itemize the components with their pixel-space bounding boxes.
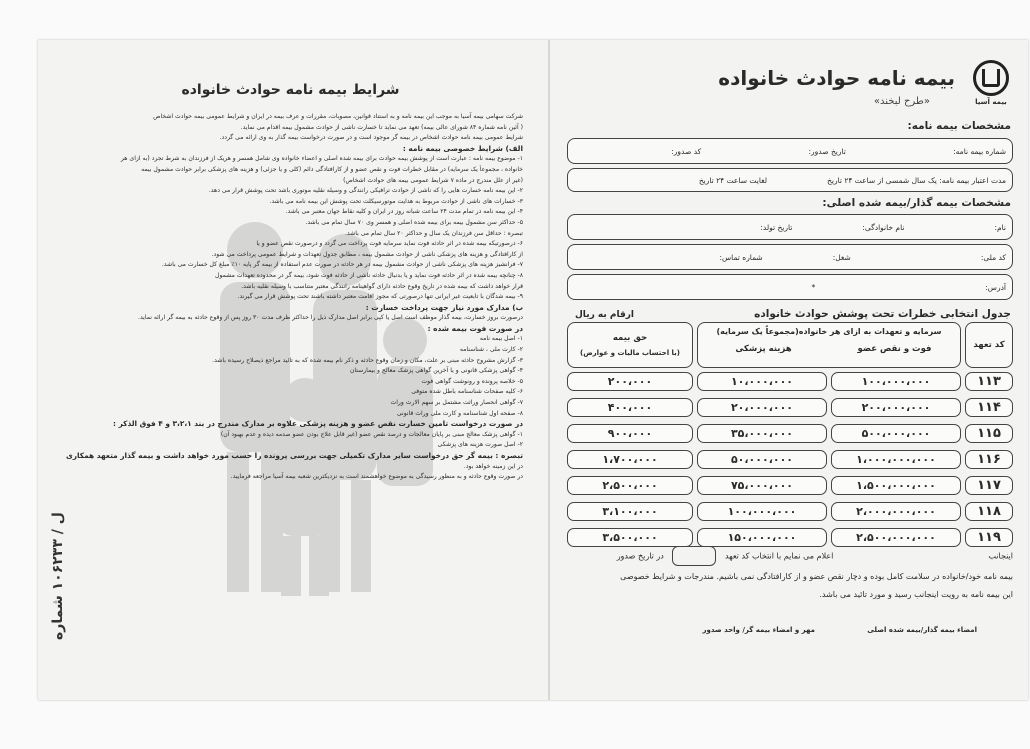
terms-line: ۸- صفحه اول شناسنامه و کارت ملی وراث قانونی (396, 409, 523, 417)
row-medical-cell: ۳۵،۰۰۰،۰۰۰ (697, 424, 827, 443)
policy-subtitle: «طرح لبخند» (873, 96, 930, 107)
row-premium-cell: ۱،۷۰۰،۰۰۰ (567, 450, 693, 469)
terms-line: در صورت وقوع حادثه و به منظور رسیدگی به موضوع خواهشمند است به نزدیکترین شعبه بیمه آسیا مراجعه فرمایید. (230, 473, 523, 481)
terms-line: درصورت بروز خسارت، بیمه گذار موظف است اصل یا کپی برابر اصل مدارک ذیل را حداکثر ظرف مدت ۳۰ روز پس از وقوع حادثه به بیمه گر ارائه نماید. (138, 314, 523, 322)
issue-date-label: تاریخ صدور: (808, 146, 846, 156)
row-death-cell: ۲۰۰،۰۰۰،۰۰۰ (831, 398, 961, 417)
row-code-cell: ۱۱۳ (965, 372, 1013, 391)
terms-line: ۶- درصورتیکه بیمه شده در اثر حادثه فوت نماید سرمایه فوت پرداخت می گردد و درصورت نقص عضو و یا (256, 240, 523, 248)
row-premium-cell: ۹۰۰،۰۰۰ (567, 424, 693, 443)
header-premium (567, 322, 693, 368)
header-premium-note: (با احتساب مالیات و عوارض) (580, 349, 680, 357)
row-code-cell: ۱۱۶ (965, 450, 1013, 469)
terms-panel (40, 40, 545, 700)
terms-heading: در صورت درخواست تامین خسارت نقص عضو و هزینه پزشکی علاوه بر مدارک مندرج در بند ۳،۲،۱ و ۴ فوق الذکر : (113, 419, 523, 429)
header-medical: هزینه پزشکی (735, 344, 792, 354)
declaration-line-1 (617, 546, 1013, 566)
terms-line: ۱- موضوع بیمه نامه : عبارت است از پوشش بیمه حوادث برای بیمه شده اصلی و اعضاء خانواده وی شامل همسر و هریک از فرزندان به شرط تجرد (به ازای هر (120, 155, 523, 163)
terms-line: ۷- گواهی انحصار وراثت مشتمل بر سهم الارث وراث (390, 399, 523, 407)
code-input-box[interactable] (672, 546, 716, 566)
header-capital-text: سرمایه و تعهدات به ازای هر خانواده(مجموعاً یک سرمایه) (716, 327, 942, 336)
coverage-table-title: جدول انتخابی خطرات تحت پوشش حوادث خانواده (754, 308, 1011, 320)
policy-section-title: مشخصات بیمه نامه: (907, 120, 1011, 132)
declaration-c: در تاریخ صدور (616, 551, 664, 561)
row-death-cell: ۲،۰۰۰،۰۰۰،۰۰۰ (831, 502, 961, 521)
declaration-a: اینجانب (988, 551, 1013, 561)
terms-line: شرایط عمومی بیمه نامه حوادث اشخاص در بیمه گر موجود است و در صورت درخواست بیمه گذار به وی ارائه می گردد. (219, 134, 523, 142)
row-medical-cell: ۱۵۰،۰۰۰،۰۰۰ (697, 528, 827, 547)
row-medical-cell: ۱۰،۰۰۰،۰۰۰ (697, 372, 827, 391)
terms-line: ۹- بیمه شدگان با تابعیت غیر ایرانی تنها درصورتی که مجوز اقامت معتبر داشته باشند تحت پوشش قرار می گیرند. (237, 293, 523, 301)
terms-title: شرایط بیمه نامه حوادث خانواده (181, 82, 400, 98)
insured-section-title: مشخصات بیمه گذار/بیمه شده اصلی: (822, 197, 1011, 209)
issue-code-label: کد صدور: (671, 146, 702, 156)
currency-note: ارقام به ریال (575, 310, 634, 320)
validity-to-label: لغایت ساعت ۲۴ تاریخ (698, 175, 768, 185)
terms-line: خانواده ، مجموعاً یک سرمایه) در مقابل خطرات فوت و نقص عضو و از کارافتادگی دائم (کلی و یا جزئی) و هزینه های پزشکی برابر حوادث مشمول بیمه (141, 165, 523, 173)
row-death-cell: ۵۰۰،۰۰۰،۰۰۰ (831, 424, 961, 443)
terms-line: شرکت سهامی بیمه آسیا به موجب این بیمه نامه و به استناد قوانین، مصوبات، مقررات و عرف بیمه در ایران و شرایط عمومی بیمه حوادث اشخاص (153, 113, 523, 120)
row-premium-cell: ۳،۵۰۰،۰۰۰ (567, 528, 693, 547)
policy-info-box (567, 138, 1013, 164)
row-premium-cell: ۳،۱۰۰،۰۰۰ (567, 502, 693, 521)
terms-line: در این زمینه خواهد بود. (463, 462, 523, 470)
terms-line: قرار خواهد داشت که بیمه شده در تاریخ وقوع حادثه دارای گواهینامه رانندگی معتبر متناسب با وسیله نقلیه باشد. (241, 282, 523, 290)
terms-line: ۲- کارت ملی ، شناسنامه (459, 346, 523, 354)
row-death-cell: ۲،۵۰۰،۰۰۰،۰۰۰ (831, 528, 961, 547)
logo-text: بیمه آسیا (975, 98, 1007, 106)
address-box (567, 274, 1013, 300)
terms-line: ۵- خلاصه پرونده و رونوشت گواهی فوت (421, 377, 523, 385)
declaration-b: اعلام می نمایم با انتخاب کد تعهد (724, 551, 834, 561)
name-label: نام: (994, 222, 1006, 232)
terms-line: از کارافتادگی و هزینه های پزشکی ناشی از حوادث مشمول بیمه ، مطابق جدول تعهدات و شرایط عمومی پرداخت می شود. (211, 250, 523, 258)
row-code-cell: ۱۱۹ (965, 528, 1013, 547)
name-box (567, 214, 1013, 240)
policy-number-label: شماره بیمه نامه: (953, 146, 1006, 156)
terms-line: ۱- گواهی پزشک معالج مبنی بر پایان معالجات و درصد نقص عضو (غیر قابل علاج بودن عضو صدمه دیده و عدم بهبود آن) (220, 430, 523, 438)
asia-insurance-logo (969, 60, 1013, 106)
validity-label: مدت اعتبار بیمه نامه: یک سال شمسی از ساعت ۲۴ تاریخ (827, 175, 1006, 185)
terms-line: ۴- این بیمه نامه در تمام مدت ۲۴ ساعت شبانه روز در ایران و کلیه نقاط جهان معتبر می باشد. (285, 208, 523, 216)
sig-insurer: مهر و امضاء بیمه گر/ واحد صدور (702, 626, 815, 634)
declaration-line-3: این بیمه نامه به رویت اینجانب رسید و مورد تائید می باشد. (819, 590, 1013, 599)
row-premium-cell: ۲،۵۰۰،۰۰۰ (567, 476, 693, 495)
policy-panel (555, 52, 1025, 692)
fold-line (548, 40, 550, 700)
national-id-label: کد ملی: (980, 252, 1006, 262)
row-code-cell: ۱۱۵ (965, 424, 1013, 443)
row-medical-cell: ۲۰،۰۰۰،۰۰۰ (697, 398, 827, 417)
header-code-text: کد تعهد (973, 340, 1005, 350)
terms-line: ۵- حداکثر سن مشمول بیمه برای بیمه شده اصلی و همسر وی ۷۰ سال تمام می باشد. (305, 218, 523, 226)
terms-body (58, 112, 523, 483)
row-medical-cell: ۵۰،۰۰۰،۰۰۰ (697, 450, 827, 469)
serial-number: ل / ۱۰۶۲۳۳ شماره (50, 512, 66, 640)
row-medical-cell: ۱۰۰،۰۰۰،۰۰۰ (697, 502, 827, 521)
logo-icon (973, 60, 1009, 96)
terms-line: ۳- خسارات های ناشی از حوادث مربوط به هدایت موتورسیکلت تحت پوشش این بیمه نامه می باشد. (269, 197, 523, 205)
address-value: * (811, 282, 816, 292)
row-code-cell: ۱۱۷ (965, 476, 1013, 495)
declaration-line-2: بیمه نامه خود/خانواده در سلامت کامل بوده و دچار نقص عضو و از کارافتادگی نمی باشیم. مندرجات و شرایط خصوصی (620, 572, 1013, 581)
terms-heading: در صورت فوت بیمه شده : (427, 323, 523, 333)
row-premium-cell: ۲۰۰،۰۰۰ (567, 372, 693, 391)
family-name-label: نام خانوادگی: (862, 222, 905, 232)
terms-line: ( آئین نامه شماره ۸۴ شورای عالی بیمه) تعهد می نماید تا خسارت ناشی از حوادث مشمول بیمه اقدام می نماید. (240, 123, 523, 131)
id-box (567, 244, 1013, 270)
policy-title: بیمه نامه حوادث خانواده (718, 66, 955, 90)
terms-line: ۴- گواهی پزشکی قانونی و یا آخرین گواهی پزشک معالج و بیمارستان (349, 367, 523, 375)
header-capital (697, 322, 961, 368)
header-premium-text: حق بیمه (612, 333, 648, 343)
row-death-cell: ۱۰۰،۰۰۰،۰۰۰ (831, 372, 961, 391)
terms-line: ۶- کلیه صفحات شناسنامه باطل شده متوفی (411, 388, 523, 396)
row-code-cell: ۱۱۴ (965, 398, 1013, 417)
address-label: آدرس: (985, 282, 1006, 292)
terms-heading: الف) شرایط خصوصی بیمه نامه : (402, 143, 523, 153)
terms-line: ۸- چنانچه بیمه شده در اثر حادثه فوت نماید و یا بدنبال حادثه ناشی از حادثه فوت شود، بیمه گر در محدوده تعهدات مشمول (215, 271, 523, 279)
terms-heading: ب) مدارک مورد نیاز جهت پرداخت خسارت : (365, 302, 523, 312)
phone-label: شماره تماس: (719, 252, 763, 262)
terms-heading: تبصره : بیمه گر حق درخواست سایر مدارک تکمیلی جهت بررسی پرونده را حسب مورد خواهد داشت و بیمه گذار متعهد همکاری (66, 451, 523, 460)
birth-date-label: تاریخ تولد: (760, 222, 793, 232)
sig-insured: امضاء بیمه گذار/بیمه شده اصلی (867, 626, 977, 634)
terms-line: ۷- فرانشیز هزینه های پزشکی ناشی از حوادث مشمول بیمه در هر حادثه در صورت عدم استفاده از بیمه گر پایه ۱۰٪ مبلغ کل خسارت می باشد. (161, 261, 523, 269)
terms-line: ۱- اصل بیمه نامه (479, 335, 523, 343)
terms-line: (غیر از علل مندرج در ماده ۷ شرایط عمومی بیمه های حوادث اشخاص) (343, 176, 523, 184)
validity-box (567, 168, 1013, 192)
terms-line: ۳- گزارش مشروح حادثه مبنی بر علت، مکان و زمان وقوع حادثه و ذکر نام بیمه شده که به تائید مراجع ذیصلاح رسیده باشد. (212, 356, 523, 364)
terms-line: ۲- این بیمه نامه خسارت هایی را که ناشی از حوادث ترافیکی رانندگی و وسیله نقلیه موتوری باشد تحت پوشش قرار می دهد. (208, 187, 523, 195)
terms-line: ۲- اصل صورت هزینه های پزشکی (437, 441, 523, 449)
job-label: شغل: (832, 252, 851, 262)
row-code-cell: ۱۱۸ (965, 502, 1013, 521)
row-death-cell: ۱،۰۰۰،۰۰۰،۰۰۰ (831, 450, 961, 469)
row-death-cell: ۱،۵۰۰،۰۰۰،۰۰۰ (831, 476, 961, 495)
header-code (965, 322, 1013, 368)
row-medical-cell: ۷۵،۰۰۰،۰۰۰ (697, 476, 827, 495)
row-premium-cell: ۴۰۰،۰۰۰ (567, 398, 693, 417)
terms-line: تبصره : حداقل سن فرزندان یک سال و حداکثر ۲۰ سال تمام می باشد. (345, 229, 523, 237)
header-death: فوت و نقص عضو (857, 344, 932, 354)
